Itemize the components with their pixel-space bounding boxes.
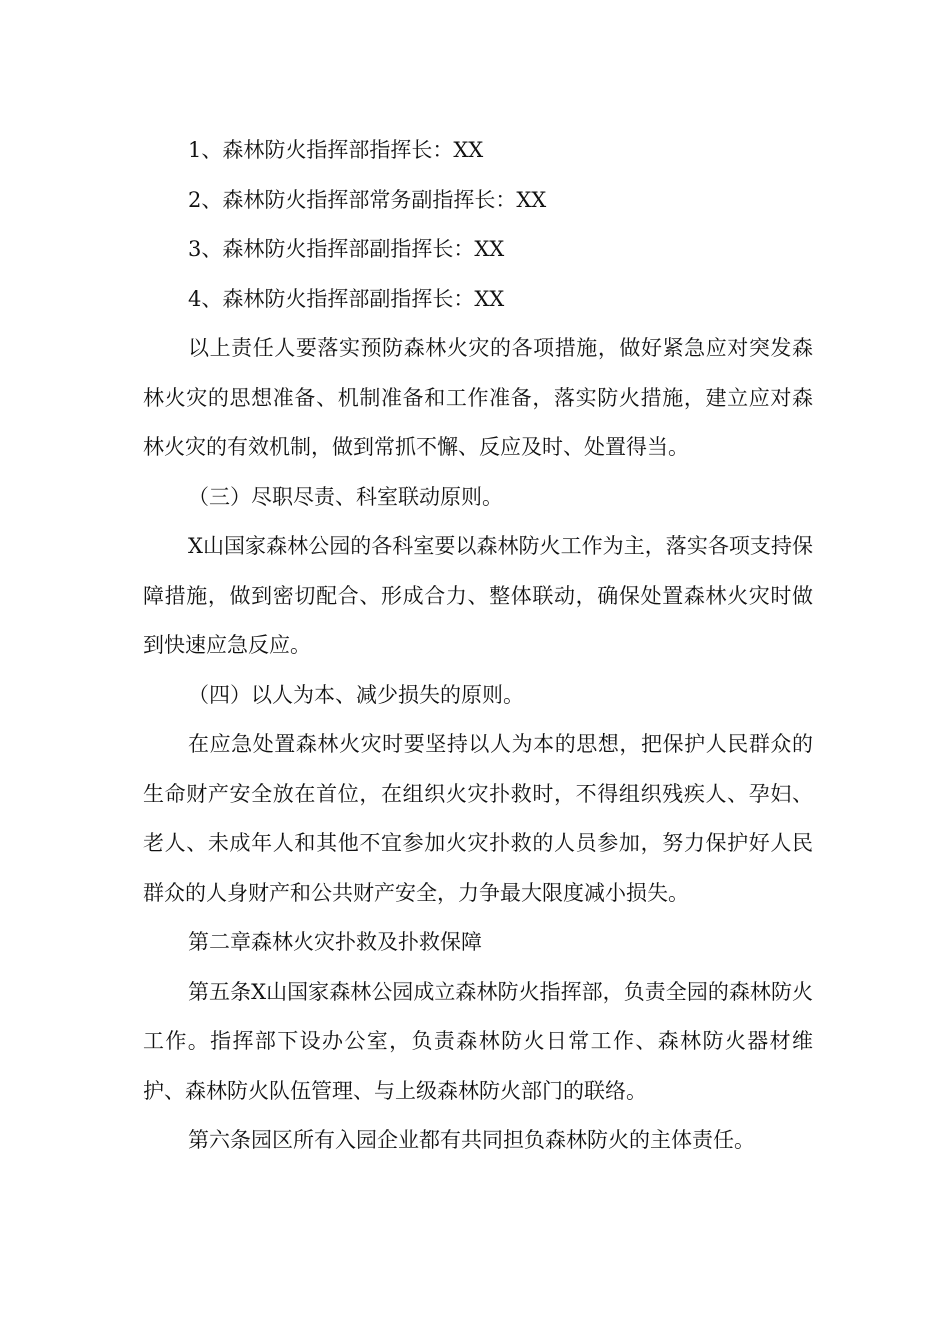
article-5: 第五条X山国家森林公园成立森林防火指挥部，负责全园的森林防火工作。指挥部下设办公室，负责森林防火日常工作、森林防火器材维护、森林防火队伍管理、与上级森林防火部门的联络。 [143, 979, 813, 1103]
list-item-commander: 1、森林防火指挥部指挥长：XX [188, 138, 484, 162]
list-item-deputy-2: 4、森林防火指挥部副指挥长：XX [188, 286, 505, 311]
paragraph-departments: X山国家森林公园的各科室要以森林防火工作为主，落实各项支持保障措施，做到密切配合、形成合力、整体联动，确保处置森林火灾时做到快速应急反应。 [143, 534, 813, 657]
list-item-executive-deputy: 2、森林防火指挥部常务副指挥长：XX [188, 187, 547, 212]
chapter-heading-2: 第二章森林火灾扑救及扑救保障 [188, 930, 482, 954]
document-body [143, 126, 813, 1166]
section-heading-3: （三）尽职尽责、科室联动原则。 [188, 484, 503, 509]
paragraph-people-first: 在应急处置森林火灾时要坚持以人为本的思想，把保护人民群众的生命财产安全放在首位，在组织火灾扑救时，不得组织残疾人、孕妇、老人、未成年人和其他不宜参加火灾扑救的人员参加，努力保护好人民群众的人身财产和公共财产安全，力争最大限度减小损失。 [143, 732, 813, 905]
paragraph-responsibility: 以上责任人要落实预防森林火灾的各项措施，做好紧急应对突发森林火灾的思想准备、机制准备和工作准备，落实防火措施，建立应对森林火灾的有效机制，做到常抓不懈、反应及时、处置得当。 [143, 336, 813, 459]
section-heading-4: （四）以人为本、减少损失的原则。 [188, 682, 524, 707]
list-item-deputy-1: 3、森林防火指挥部副指挥长：XX [188, 237, 505, 261]
article-6: 第六条园区所有入园企业都有共同担负森林防火的主体责任。 [188, 1128, 755, 1152]
